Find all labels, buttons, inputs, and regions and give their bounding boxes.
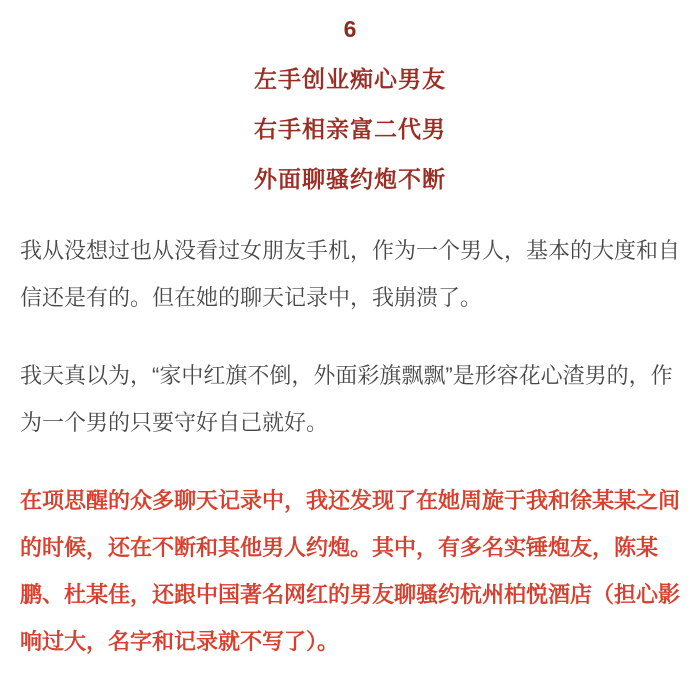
paragraph-3-highlight xyxy=(20,477,680,665)
heading-line-3: 外面聊骚约炮不断 xyxy=(254,166,446,192)
section-number: 6 xyxy=(343,16,357,42)
paragraph-1-line-2: 信还是有的。但在她的聊天记录中，我崩溃了。 xyxy=(20,285,483,310)
paragraph-1-line-1: 我从没想过也从没看过女朋友手机，作为一个男人，基本的大度和自 xyxy=(20,238,681,263)
paragraph-3-line-1: 在项思醒的众多聊天记录中，我还发现了在她周旋于我和徐某某之间 xyxy=(20,488,681,513)
heading-line-1: 左手创业痴心男友 xyxy=(254,66,446,92)
paragraph-2 xyxy=(20,352,680,446)
paragraph-3-line-2: 的时候，还在不断和其他男人约炮。其中，有多名实锤炮友，陈某 xyxy=(20,535,659,560)
article-header xyxy=(20,0,680,191)
article-body xyxy=(20,227,680,665)
paragraph-3-line-3: 鹏、杜某佳，还跟中国著名网红的男友聊骚约杭州柏悦酒店（担心影 xyxy=(20,582,681,607)
paragraph-3-line-4: 响过大，名字和记录就不写了）。 xyxy=(20,629,340,654)
paragraph-2-line-2: 为一个男的只要守好自己就好。 xyxy=(20,410,329,435)
paragraph-2-line-1: 我天真以为，“家中红旗不倒，外面彩旗飘飘”是形容花心渣男的，作 xyxy=(20,363,673,388)
paragraph-1 xyxy=(20,227,680,321)
heading-line-2: 右手相亲富二代男 xyxy=(254,116,446,142)
